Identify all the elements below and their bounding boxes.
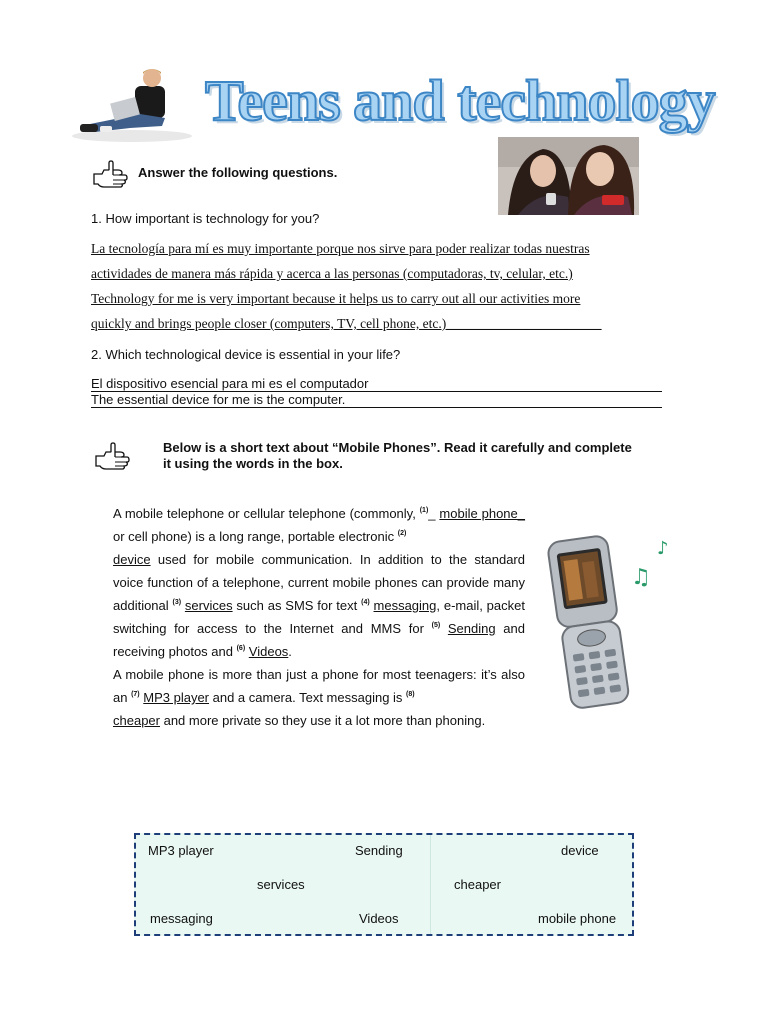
passage-text: A mobile phone is more than just a phone for most teenagers: it’s also an [113, 667, 525, 705]
filled-blank: cheaper [113, 713, 160, 728]
filled-blank: device [113, 552, 151, 567]
flip-phone-illustration [545, 532, 685, 712]
passage-text: _ [428, 506, 440, 521]
question-1: 1. How important is technology for you? [91, 211, 320, 226]
word-cheaper: cheaper [454, 877, 501, 892]
blank-number: (7) [131, 691, 140, 698]
word-device: device [561, 843, 599, 858]
question-2: 2. Which technological device is essential in your life? [91, 347, 401, 362]
answer-1-line: actividades de manera más rápida y acerca a las personas (computadoras, tv, celular, etc.) [91, 266, 573, 281]
section2-instruction [163, 440, 632, 472]
answer-2-line: El dispositivo esencial para mi es el computador [91, 376, 662, 392]
teen-boy-laptop-photo [70, 66, 195, 142]
blank-number: (6) [236, 645, 246, 652]
word-box-divider [430, 835, 431, 934]
filled-blank: mobile phone_ [439, 506, 525, 521]
pointing-hand-icon [94, 442, 130, 470]
answer-1-line: La tecnología para mí es muy importante porque nos sirve para poder realizar todas nuestras [91, 241, 590, 256]
word-mp3-player: MP3 player [148, 843, 214, 858]
word-box [134, 833, 634, 936]
filled-blank: services [184, 598, 233, 613]
passage-text: and more private so they use it a lot more than phoning. [159, 713, 486, 728]
mobile-phones-passage [113, 502, 525, 732]
worksheet-title: Teens and technology [205, 68, 715, 133]
blank-number: (1) [419, 507, 429, 514]
passage-text: and a camera. Text messaging is [209, 690, 407, 705]
filled-blank: MP3 player [143, 690, 210, 705]
word-mobile-phone: mobile phone [538, 911, 617, 926]
svg-text:♫: ♫ [631, 565, 651, 590]
blank-number: (8) [406, 691, 415, 698]
filled-blank: Videos [248, 644, 289, 659]
word-sending: Sending [355, 843, 403, 858]
answer-1-line: quickly and brings people closer (computers, TV, cell phone, etc.)_______________________ [91, 316, 602, 331]
instruction-line: it using the words in the box. [163, 456, 343, 471]
svg-text:♪: ♪ [657, 538, 669, 559]
teen-girls-phones-photo [498, 137, 639, 215]
passage-text: . [288, 644, 292, 659]
blank-number: (4) [361, 599, 370, 606]
passage-text: A mobile telephone or cellular telephone (commonly, [113, 506, 420, 521]
passage-text: such as SMS for text [232, 598, 362, 613]
passage-text: , e-mail, packet switching for access to the Internet and MMS for [113, 598, 525, 636]
word-messaging: messaging [150, 911, 213, 926]
passage-text: and receiving photos and [113, 621, 525, 659]
section1-instruction: Answer the following questions. [138, 165, 338, 180]
answer-1-line: Technology for me is very important because it helps us to carry out all our activities more [91, 291, 581, 306]
filled-blank: Sending [447, 621, 496, 636]
answer-1-block [91, 236, 602, 336]
word-videos: Videos [359, 911, 399, 926]
answer-2-line: The essential device for me is the computer. [91, 392, 662, 408]
pointing-hand-icon [92, 160, 128, 188]
answer-2-block [91, 376, 662, 408]
word-services: services [257, 877, 305, 892]
blank-number: (5) [431, 622, 441, 629]
blank-number: (3) [172, 599, 182, 606]
instruction-line: Below is a short text about “Mobile Phones”. Read it carefully and complete [163, 440, 632, 455]
passage-text: or cell phone) is a long range, portable electronic [113, 529, 398, 544]
blank-number: (2) [397, 530, 407, 537]
filled-blank: messaging [373, 598, 437, 613]
passage-text: used for mobile communication. In addition to the standard voice function of a telephone, current mobile phones can provide many additional [113, 552, 525, 613]
